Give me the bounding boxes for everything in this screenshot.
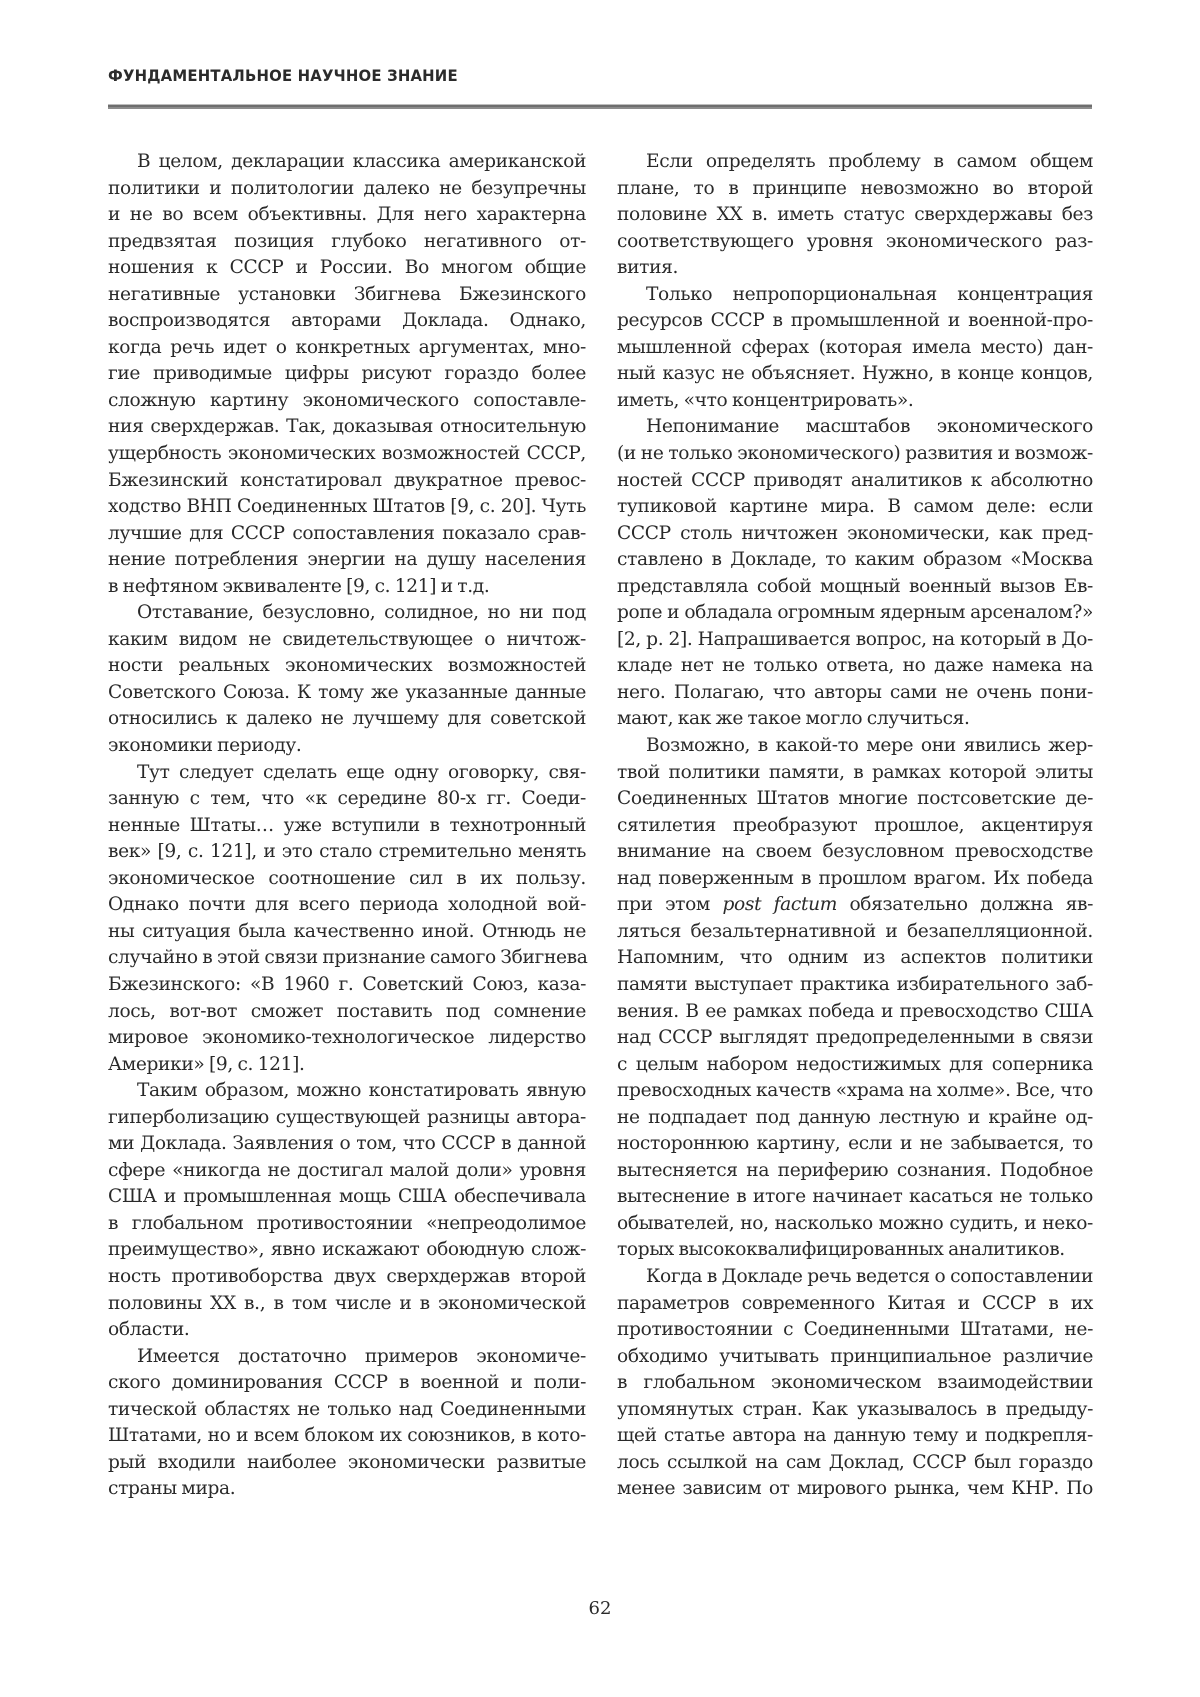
- text-line: щей статье автора на данную тему и подкрепля-: [617, 1425, 1093, 1447]
- text-line: воспроизводятся авторами Доклада. Однако,: [108, 310, 586, 332]
- text-line: при этом post factum обязательно должна яв-: [617, 894, 1093, 916]
- text-line: упомянутых стран. Как указывалось в предыду-: [617, 1398, 1093, 1420]
- italic-term: post factum: [722, 894, 837, 916]
- text-line: представляла собой мощный военный вызов Ев-: [617, 575, 1093, 597]
- text-line: ностей СССР приводят аналитиков к абсолютно: [617, 469, 1093, 491]
- text-line: Возможно, в какой-то мере они явились жер-: [646, 735, 1093, 757]
- text-line: тупиковой картине мира. В самом деле: если: [617, 496, 1093, 518]
- text-line: твой политики памяти, в рамках которой элиты: [617, 761, 1093, 783]
- text-line: когда речь идет о конкретных аргументах, мно-: [108, 336, 586, 358]
- text-line: В целом, декларации классика американской: [137, 151, 586, 172]
- paragraph: [617, 733, 1093, 1264]
- text-line: в глобальном экономическом взаимодействии: [617, 1372, 1093, 1394]
- text-line: Только непропорциональная концентрация: [646, 283, 1093, 305]
- text-line: ходство ВНП Соединенных Штатов [9, с. 20]. Чуть: [108, 496, 586, 518]
- text-line: гие приводимые цифры рисуют гораздо более: [108, 363, 586, 385]
- text-line: преимущество», явно искажают обоюдную слож-: [108, 1239, 586, 1261]
- text-line: превосходных качеств «храма на холме». Все, что: [617, 1080, 1093, 1102]
- text-line: над поверженным в прошлом врагом. Их победа: [617, 867, 1093, 889]
- text-line: ского доминирования СССР в военной и поли-: [108, 1372, 586, 1394]
- text-line: ропе и обладала огромным ядерным арсеналом?»: [617, 602, 1093, 624]
- text-line: ресурсов СССР в промышленной и военной-про-: [617, 310, 1093, 332]
- text-line: вытеснение в итоге начинает касаться не только: [617, 1186, 1093, 1208]
- text-line: него. Полагаю, что авторы сами не очень пони-: [617, 681, 1093, 703]
- text-line: параметров современного Китая и СССР в их: [617, 1292, 1093, 1314]
- text-line: тической областях не только над Соединенными: [108, 1398, 586, 1420]
- text-line: соответствующего уровня экономического раз-: [617, 230, 1093, 252]
- text-line: (и не только экономического) развития и возмож-: [617, 443, 1093, 465]
- text-line: рый входили наиболее экономически развитые: [108, 1451, 586, 1473]
- text-line: ляться безальтернативной и безапелляционной.: [617, 920, 1093, 942]
- page-number: 62: [588, 1598, 612, 1619]
- text-line: в глобальном противостоянии «непреодолимое: [108, 1212, 586, 1234]
- text-line: СССР столь ничтожен экономически, как пред-: [617, 522, 1093, 544]
- text-line: обходимо учитывать принципиальное различие: [617, 1345, 1093, 1367]
- text-line: Напомним, что одним из аспектов политики: [617, 947, 1093, 969]
- text-line: обывателей, но, насколько можно судить, и неко-: [617, 1212, 1093, 1234]
- paragraph: [617, 1264, 1093, 1503]
- text-line: лучшие для СССР сопоставления показало срав-: [108, 522, 586, 544]
- text-line: ущербность экономических возможностей СССР,: [108, 443, 586, 465]
- text-line: противостоянии с Соединенными Штатами, не-: [617, 1319, 1093, 1341]
- text-line: с целым набором недостижимых для соперника: [617, 1053, 1093, 1075]
- text-line: над СССР выглядят предопределенными в связи: [617, 1027, 1093, 1049]
- text-line: вития.: [617, 257, 679, 279]
- text-line: Если определять проблему в самом общем: [646, 151, 1093, 172]
- text-line: занную с тем, что «к середине 80-х гг. Соеди-: [108, 788, 586, 810]
- text-line: негативные установки Збигнева Бжезинского: [108, 283, 586, 305]
- text-line: ность противоборства двух сверхдержав второй: [108, 1265, 586, 1287]
- text-line: ны ситуация была качественно иной. Отнюдь не: [108, 920, 586, 942]
- text-line: ния сверхдержав. Так, доказывая относительную: [108, 416, 586, 438]
- text-line: вения. В ее рамках победа и превосходство США: [617, 1000, 1093, 1022]
- text-line: ношения к СССР и России. Во многом общие: [108, 257, 586, 279]
- text-line: менее зависим от мирового рынка, чем КНР. По: [617, 1478, 1093, 1500]
- text-line: не подпадает под данную лестную и крайне од-: [617, 1106, 1093, 1128]
- left-column: [108, 149, 586, 1503]
- text-line: в нефтяном эквиваленте [9, с. 121] и т.д.: [108, 575, 490, 597]
- text-line: Бжезинский констатировал двукратное превос-: [108, 469, 586, 491]
- text-line: ми Доклада. Заявления о том, что СССР в данной: [108, 1133, 586, 1155]
- text-line: Тут следует сделать еще одну оговорку, свя-: [137, 761, 586, 783]
- paragraph: [617, 414, 1093, 733]
- text-line: сятилетия преобразуют прошлое, акцентируя: [617, 814, 1093, 836]
- text-line: Отставание, безусловно, солидное, но ни под: [137, 602, 586, 624]
- text-line: вытесняется на периферию сознания. Подобное: [617, 1159, 1093, 1181]
- text-line: лось ссылкой на сам Доклад, СССР был гораздо: [617, 1451, 1093, 1473]
- text-line: половины XX в., в том числе и в экономической: [108, 1292, 586, 1314]
- text-line: ненные Штаты… уже вступили в технотронный: [108, 814, 586, 836]
- header-rule: [108, 104, 1092, 109]
- text-line: каким видом не свидетельствующее о ничтож-: [108, 628, 586, 650]
- text-line: иметь, «что концентрировать».: [617, 389, 914, 411]
- text-line: памяти выступает практика избирательного заб-: [617, 973, 1093, 995]
- text-line: области.: [108, 1319, 190, 1341]
- paragraph: [108, 1078, 586, 1343]
- paragraph: [108, 760, 586, 1079]
- text-line: Соединенных Штатов многие постсоветские де-: [617, 788, 1093, 810]
- text-line: экономическое соотношение сил в их пользу.: [108, 867, 586, 889]
- text-line: сфере «никогда не достигал малой доли» уровня: [108, 1159, 586, 1181]
- text-line: мышленной сферах (которая имела место) дан-: [617, 336, 1093, 358]
- text-line: ный казус не объясняет. Нужно, в конце концов,: [617, 363, 1093, 385]
- text-line: сложную картину экономического сопоставле-: [108, 389, 586, 411]
- text-line: ностороннюю картину, если и не забывается, то: [617, 1133, 1093, 1155]
- text-line: Америки» [9, с. 121].: [108, 1053, 305, 1075]
- text-line: относились к далеко не лучшему для советской: [108, 708, 586, 730]
- text-line: век» [9, с. 121], и это стало стремительно менять: [108, 841, 586, 863]
- text-line: кладе нет не только ответа, но даже намека на: [617, 655, 1093, 677]
- paragraph: [108, 149, 586, 600]
- text-line: ности реальных экономических возможностей: [108, 655, 586, 677]
- text-line: [2, р. 2]. Напрашивается вопрос, на который в До-: [617, 628, 1093, 650]
- text-line: торых высококвалифицированных аналитиков.: [617, 1239, 1065, 1261]
- text-line: экономики периоду.: [108, 735, 302, 757]
- text-line: США и промышленная мощь США обеспечивала: [108, 1186, 586, 1208]
- text-line: плане, то в принципе невозможно во второй: [617, 177, 1093, 199]
- text-line: предвзятая позиция глубоко негативного от-: [108, 230, 586, 252]
- text-line: гиперболизацию существующей разницы автора-: [108, 1106, 586, 1128]
- text-line: внимание на своем безусловном превосходстве: [617, 841, 1093, 863]
- right-column: [617, 149, 1093, 1503]
- paragraph: [617, 149, 1093, 282]
- text-line: Непонимание масштабов экономического: [646, 416, 1093, 438]
- text-line: половине XX в. иметь статус сверхдержавы без: [617, 204, 1093, 226]
- text-line: страны мира.: [108, 1478, 236, 1500]
- text-line: лось, вот-вот сможет поставить под сомнение: [108, 1000, 586, 1022]
- paragraph: [108, 600, 586, 759]
- text-line: Советского Союза. К тому же указанные данные: [108, 681, 586, 703]
- text-line: Имеется достаточно примеров экономиче-: [137, 1345, 586, 1367]
- text-line: Однако почти для всего периода холодной вой-: [108, 894, 586, 916]
- text-line: нение потребления энергии на душу населения: [108, 549, 586, 571]
- text-line: политики и политологии далеко не безупречны: [108, 177, 586, 199]
- text-line: ставлено в Докладе, то каким образом «Москва: [617, 549, 1093, 571]
- text-line: случайно в этой связи признание самого Збигнева: [108, 947, 588, 969]
- text-line: Когда в Докладе речь ведется о сопоставлении: [646, 1265, 1093, 1287]
- paragraph: [617, 282, 1093, 415]
- text-line: Бжезинского: «В 1960 г. Советский Союз, каза-: [108, 973, 586, 995]
- text-line: мают, как же такое могло случиться.: [617, 708, 970, 730]
- text-line: Штатами, но и всем блоком их союзников, в кото-: [108, 1425, 586, 1447]
- text-line: и не во всем объективны. Для него характерна: [108, 204, 586, 226]
- paragraph: [108, 1344, 586, 1503]
- text-line: Таким образом, можно констатировать явную: [137, 1080, 586, 1102]
- running-title: ФУНДАМЕНТАЛЬНОЕ НАУЧНОЕ ЗНАНИЕ: [108, 66, 458, 85]
- text-line: мировое экономико-технологическое лидерство: [108, 1027, 586, 1049]
